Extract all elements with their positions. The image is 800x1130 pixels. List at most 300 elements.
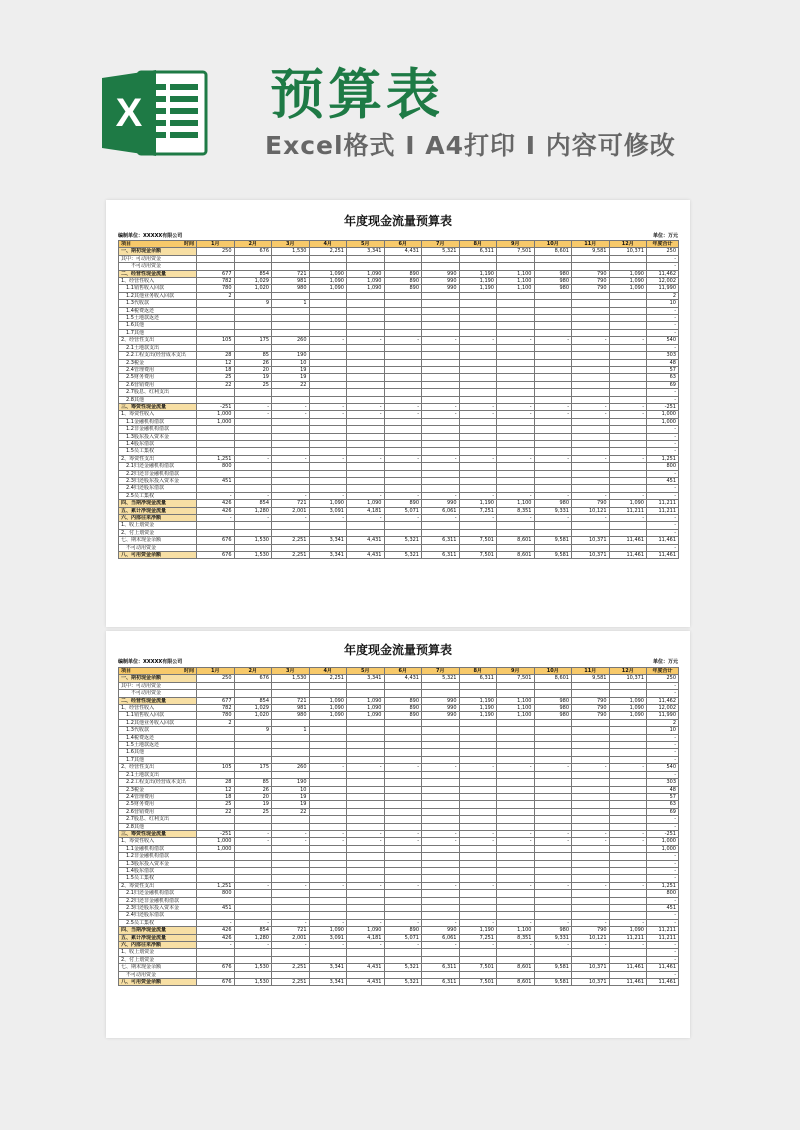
table-cell — [272, 389, 310, 396]
table-cell — [609, 771, 647, 778]
table-cell — [234, 307, 272, 314]
table-cell: 782 — [197, 705, 235, 712]
table-cell — [534, 801, 572, 808]
table-cell — [609, 463, 647, 470]
table-cell — [534, 263, 572, 270]
table-cell — [234, 719, 272, 726]
table-cell: 2,251 — [272, 537, 310, 544]
table-cell — [609, 485, 647, 492]
table-cell: 6,061 — [422, 934, 460, 941]
table-cell — [459, 779, 497, 786]
table-cell: 8,601 — [497, 537, 535, 544]
table-cell: 1,090 — [309, 927, 347, 934]
table-cell — [384, 875, 422, 882]
table-row — [119, 971, 679, 978]
table-cell — [422, 463, 460, 470]
table-cell — [234, 905, 272, 912]
table-row — [119, 705, 679, 712]
table-cell — [534, 808, 572, 815]
table-cell: 9,331 — [534, 507, 572, 514]
table-cell: 6,311 — [459, 248, 497, 255]
table-cell: 3,091 — [309, 934, 347, 941]
table-cell — [422, 329, 460, 336]
table-cell: - — [534, 882, 572, 889]
table-cell: 5,321 — [384, 552, 422, 559]
table-cell — [422, 366, 460, 373]
table-cell — [459, 734, 497, 741]
table-cell: - — [422, 764, 460, 771]
table-row — [119, 830, 679, 837]
table-cell — [422, 433, 460, 440]
table-cell: - — [234, 882, 272, 889]
table-cell — [459, 749, 497, 756]
table-row — [119, 956, 679, 963]
table-cell — [609, 875, 647, 882]
table-row — [119, 793, 679, 800]
row-label: 1.1销售收入回款 — [119, 285, 197, 292]
table-cell: - — [272, 411, 310, 418]
table-cell — [309, 816, 347, 823]
table-row — [119, 374, 679, 381]
table-cell: - — [609, 403, 647, 410]
row-label: 2.1土地款支出 — [119, 344, 197, 351]
table-cell: 990 — [422, 705, 460, 712]
table-cell: 69 — [647, 381, 679, 388]
table-cell — [609, 845, 647, 852]
table-cell: 800 — [197, 463, 235, 470]
row-label: 1.5员工集权 — [119, 875, 197, 882]
table-cell — [609, 374, 647, 381]
row-label: 2.4管理费用 — [119, 366, 197, 373]
table-row — [119, 248, 679, 255]
table-cell — [309, 263, 347, 270]
table-cell: - — [459, 492, 497, 499]
row-label: 2、筹资性支出 — [119, 455, 197, 462]
table-cell: - — [384, 764, 422, 771]
table-cell — [459, 470, 497, 477]
header-item-label: 项目 — [121, 668, 132, 674]
table-cell: 3,341 — [347, 248, 385, 255]
table-cell — [534, 690, 572, 697]
table-cell — [459, 315, 497, 322]
table-cell: - — [647, 867, 679, 874]
table-cell — [309, 801, 347, 808]
table-cell — [272, 853, 310, 860]
table-cell: - — [534, 455, 572, 462]
table-cell: - — [272, 838, 310, 845]
table-cell: 8,351 — [497, 507, 535, 514]
table-cell — [347, 690, 385, 697]
table-cell — [459, 440, 497, 447]
table-cell: - — [384, 882, 422, 889]
table-cell: 9,581 — [572, 675, 610, 682]
table-cell: - — [534, 411, 572, 418]
table-cell — [572, 786, 610, 793]
excel-logo-icon — [100, 68, 210, 158]
table-cell — [272, 463, 310, 470]
table-cell: 1,190 — [459, 278, 497, 285]
table-cell — [459, 971, 497, 978]
table-cell — [534, 786, 572, 793]
table-cell — [609, 912, 647, 919]
table-cell — [234, 255, 272, 262]
table-cell — [422, 853, 460, 860]
table-cell: - — [572, 403, 610, 410]
table-cell: 2,251 — [272, 552, 310, 559]
table-cell — [572, 801, 610, 808]
table-cell: - — [647, 682, 679, 689]
table-cell: 1,280 — [234, 507, 272, 514]
table-row — [119, 426, 679, 433]
table-cell — [384, 470, 422, 477]
table-cell: 9,581 — [534, 537, 572, 544]
table-cell — [609, 949, 647, 956]
table-cell: - — [497, 515, 535, 522]
row-label: 1.6其他 — [119, 322, 197, 329]
table-cell — [347, 845, 385, 852]
table-cell: 540 — [647, 764, 679, 771]
table-cell: - — [572, 882, 610, 889]
table-cell — [272, 329, 310, 336]
header-time-label: 时间 — [183, 668, 194, 674]
table-row — [119, 544, 679, 551]
budget-sheet-1 — [106, 200, 690, 627]
table-cell — [309, 690, 347, 697]
table-cell — [347, 823, 385, 830]
table-row — [119, 478, 679, 485]
table-cell — [572, 823, 610, 830]
table-cell — [609, 396, 647, 403]
table-cell: 451 — [647, 905, 679, 912]
table-cell — [197, 470, 235, 477]
table-cell — [609, 734, 647, 741]
table-cell: - — [609, 411, 647, 418]
table-cell: 3,341 — [309, 537, 347, 544]
table-cell: - — [422, 919, 460, 926]
row-label: 一、期初现金余额 — [119, 675, 197, 682]
table-cell — [347, 756, 385, 763]
row-label: 2、付上划资金 — [119, 529, 197, 536]
table-cell — [422, 315, 460, 322]
table-cell — [272, 734, 310, 741]
table-cell: 3,341 — [309, 979, 347, 986]
table-cell: - — [459, 411, 497, 418]
table-cell: - — [459, 455, 497, 462]
table-row — [119, 455, 679, 462]
table-cell — [534, 389, 572, 396]
table-cell — [459, 853, 497, 860]
table-cell: - — [272, 403, 310, 410]
table-cell: 721 — [272, 697, 310, 704]
table-cell — [534, 374, 572, 381]
table-cell: 7,501 — [497, 675, 535, 682]
table-cell — [272, 690, 310, 697]
table-cell — [347, 949, 385, 956]
table-cell: - — [234, 411, 272, 418]
table-cell — [309, 418, 347, 425]
table-cell: - — [384, 919, 422, 926]
month-header: 11月 — [572, 241, 610, 248]
table-cell — [609, 292, 647, 299]
row-label: 1.7其他 — [119, 756, 197, 763]
table-cell: 303 — [647, 779, 679, 786]
table-cell — [422, 263, 460, 270]
table-cell: - — [534, 919, 572, 926]
table-cell: 22 — [272, 381, 310, 388]
table-cell: - — [647, 485, 679, 492]
table-cell — [572, 389, 610, 396]
table-cell: 854 — [234, 697, 272, 704]
table-cell — [234, 433, 272, 440]
table-cell — [309, 470, 347, 477]
table-cell — [459, 956, 497, 963]
table-cell: 4,431 — [347, 552, 385, 559]
row-label: 1.5土地款返还 — [119, 315, 197, 322]
row-label: 2、筹资性支出 — [119, 882, 197, 889]
table-cell — [234, 440, 272, 447]
row-label: 八、可用资金余额 — [119, 979, 197, 986]
table-row — [119, 440, 679, 447]
page-subtitle: Excel格式 I A4打印 I 内容可修改 — [265, 131, 676, 160]
table-cell: 1,090 — [609, 712, 647, 719]
table-cell — [234, 522, 272, 529]
table-cell: - — [497, 411, 535, 418]
table-row — [119, 897, 679, 904]
table-cell: 22 — [197, 808, 235, 815]
table-cell — [572, 426, 610, 433]
table-cell — [347, 853, 385, 860]
table-cell — [572, 771, 610, 778]
table-cell: - — [647, 344, 679, 351]
table-cell — [197, 742, 235, 749]
table-cell — [272, 956, 310, 963]
table-cell — [197, 912, 235, 919]
table-cell — [234, 742, 272, 749]
table-cell: - — [647, 949, 679, 956]
table-cell — [459, 433, 497, 440]
table-cell — [347, 389, 385, 396]
table-cell — [572, 793, 610, 800]
table-cell — [422, 426, 460, 433]
month-header: 2月 — [234, 241, 272, 248]
table-cell — [234, 470, 272, 477]
table-cell — [234, 485, 272, 492]
table-cell — [534, 949, 572, 956]
table-cell — [347, 300, 385, 307]
table-cell — [459, 374, 497, 381]
table-cell — [497, 522, 535, 529]
table-cell — [347, 719, 385, 726]
table-row — [119, 470, 679, 477]
table-cell: 790 — [572, 705, 610, 712]
table-cell — [422, 719, 460, 726]
table-cell — [197, 771, 235, 778]
table-cell — [272, 719, 310, 726]
table-row — [119, 712, 679, 719]
table-cell: 676 — [197, 979, 235, 986]
table-cell: 980 — [534, 285, 572, 292]
table-cell — [497, 867, 535, 874]
table-cell: - — [497, 764, 535, 771]
row-label: 2.8其他 — [119, 396, 197, 403]
table-cell — [272, 756, 310, 763]
table-cell — [534, 352, 572, 359]
row-label: 1、收上划资金 — [119, 949, 197, 956]
table-cell — [459, 478, 497, 485]
table-cell — [534, 300, 572, 307]
table-cell — [384, 374, 422, 381]
table-cell: - — [647, 749, 679, 756]
table-cell — [234, 971, 272, 978]
table-cell: -251 — [647, 403, 679, 410]
table-row — [119, 823, 679, 830]
table-cell: - — [459, 830, 497, 837]
table-cell: 25 — [234, 808, 272, 815]
table-cell — [534, 359, 572, 366]
table-row — [119, 845, 679, 852]
table-cell: 980 — [534, 712, 572, 719]
table-cell: - — [197, 919, 235, 926]
row-label: 2.5员工集权 — [119, 492, 197, 499]
table-cell — [572, 756, 610, 763]
table-cell — [347, 366, 385, 373]
row-label: 2.5员工集权 — [119, 919, 197, 926]
table-cell: 4,431 — [347, 979, 385, 986]
table-cell: - — [422, 942, 460, 949]
table-cell — [272, 485, 310, 492]
row-label: 不可动用资金 — [119, 544, 197, 551]
table-cell — [234, 890, 272, 897]
month-header: 3月 — [272, 241, 310, 248]
table-cell: 1,530 — [272, 248, 310, 255]
table-cell — [422, 255, 460, 262]
table-cell — [309, 300, 347, 307]
table-cell — [497, 727, 535, 734]
table-cell: - — [572, 455, 610, 462]
table-cell: 890 — [384, 285, 422, 292]
table-cell — [347, 793, 385, 800]
table-cell: - — [647, 440, 679, 447]
table-cell — [422, 845, 460, 852]
table-cell: - — [647, 971, 679, 978]
table-cell — [609, 529, 647, 536]
table-row — [119, 537, 679, 544]
table-cell — [497, 352, 535, 359]
table-cell — [422, 300, 460, 307]
table-cell — [497, 808, 535, 815]
table-cell — [497, 544, 535, 551]
row-label: 四、当期净现金流量 — [119, 500, 197, 507]
table-cell — [309, 734, 347, 741]
table-cell — [497, 845, 535, 852]
table-cell — [197, 875, 235, 882]
table-cell — [422, 742, 460, 749]
row-label: 1.1金融机构借款 — [119, 845, 197, 852]
table-cell: 1,100 — [497, 278, 535, 285]
table-cell: - — [647, 912, 679, 919]
table-cell — [609, 329, 647, 336]
table-cell — [609, 263, 647, 270]
table-cell — [347, 771, 385, 778]
table-cell — [347, 329, 385, 336]
table-cell: - — [459, 942, 497, 949]
table-cell: 11,211 — [647, 507, 679, 514]
table-cell: 1,090 — [609, 705, 647, 712]
table-cell — [309, 742, 347, 749]
table-cell — [459, 845, 497, 852]
table-cell — [309, 433, 347, 440]
table-cell: 1,190 — [459, 285, 497, 292]
table-cell — [384, 322, 422, 329]
table-cell — [497, 690, 535, 697]
table-cell — [497, 949, 535, 956]
table-cell: 3,341 — [309, 964, 347, 971]
table-cell — [534, 779, 572, 786]
table-cell: - — [272, 919, 310, 926]
table-cell — [347, 742, 385, 749]
table-row — [119, 500, 679, 507]
table-cell — [422, 816, 460, 823]
table-cell — [234, 329, 272, 336]
table-cell — [572, 719, 610, 726]
month-header: 5月 — [347, 241, 385, 248]
table-cell: - — [497, 492, 535, 499]
table-cell — [459, 381, 497, 388]
table-cell — [572, 690, 610, 697]
table-cell — [309, 448, 347, 455]
table-row — [119, 727, 679, 734]
table-cell: 1,280 — [234, 934, 272, 941]
table-cell: 25 — [197, 801, 235, 808]
table-cell — [459, 255, 497, 262]
row-label: 2.3归还股东投入资本金 — [119, 478, 197, 485]
table-cell: 10 — [647, 300, 679, 307]
table-cell — [459, 307, 497, 314]
table-row — [119, 860, 679, 867]
table-cell — [497, 823, 535, 830]
table-cell — [309, 440, 347, 447]
table-cell — [497, 816, 535, 823]
table-cell: - — [234, 515, 272, 522]
table-cell — [497, 529, 535, 536]
table-cell — [422, 749, 460, 756]
table-cell — [309, 366, 347, 373]
table-cell — [572, 329, 610, 336]
table-cell — [422, 389, 460, 396]
table-cell: - — [384, 838, 422, 845]
table-cell — [234, 897, 272, 904]
table-cell — [534, 853, 572, 860]
table-cell: - — [609, 919, 647, 926]
table-cell — [572, 359, 610, 366]
table-cell: - — [497, 838, 535, 845]
table-cell: 1,020 — [234, 285, 272, 292]
table-cell — [459, 544, 497, 551]
table-cell — [609, 544, 647, 551]
table-cell — [572, 905, 610, 912]
table-cell — [384, 463, 422, 470]
page-title: 预算表 — [270, 63, 444, 126]
table-cell: - — [609, 492, 647, 499]
table-cell: - — [647, 690, 679, 697]
table-cell — [272, 263, 310, 270]
table-cell — [609, 905, 647, 912]
table-cell — [197, 426, 235, 433]
table-cell — [347, 292, 385, 299]
table-cell — [572, 381, 610, 388]
table-cell — [572, 816, 610, 823]
table-cell — [534, 742, 572, 749]
